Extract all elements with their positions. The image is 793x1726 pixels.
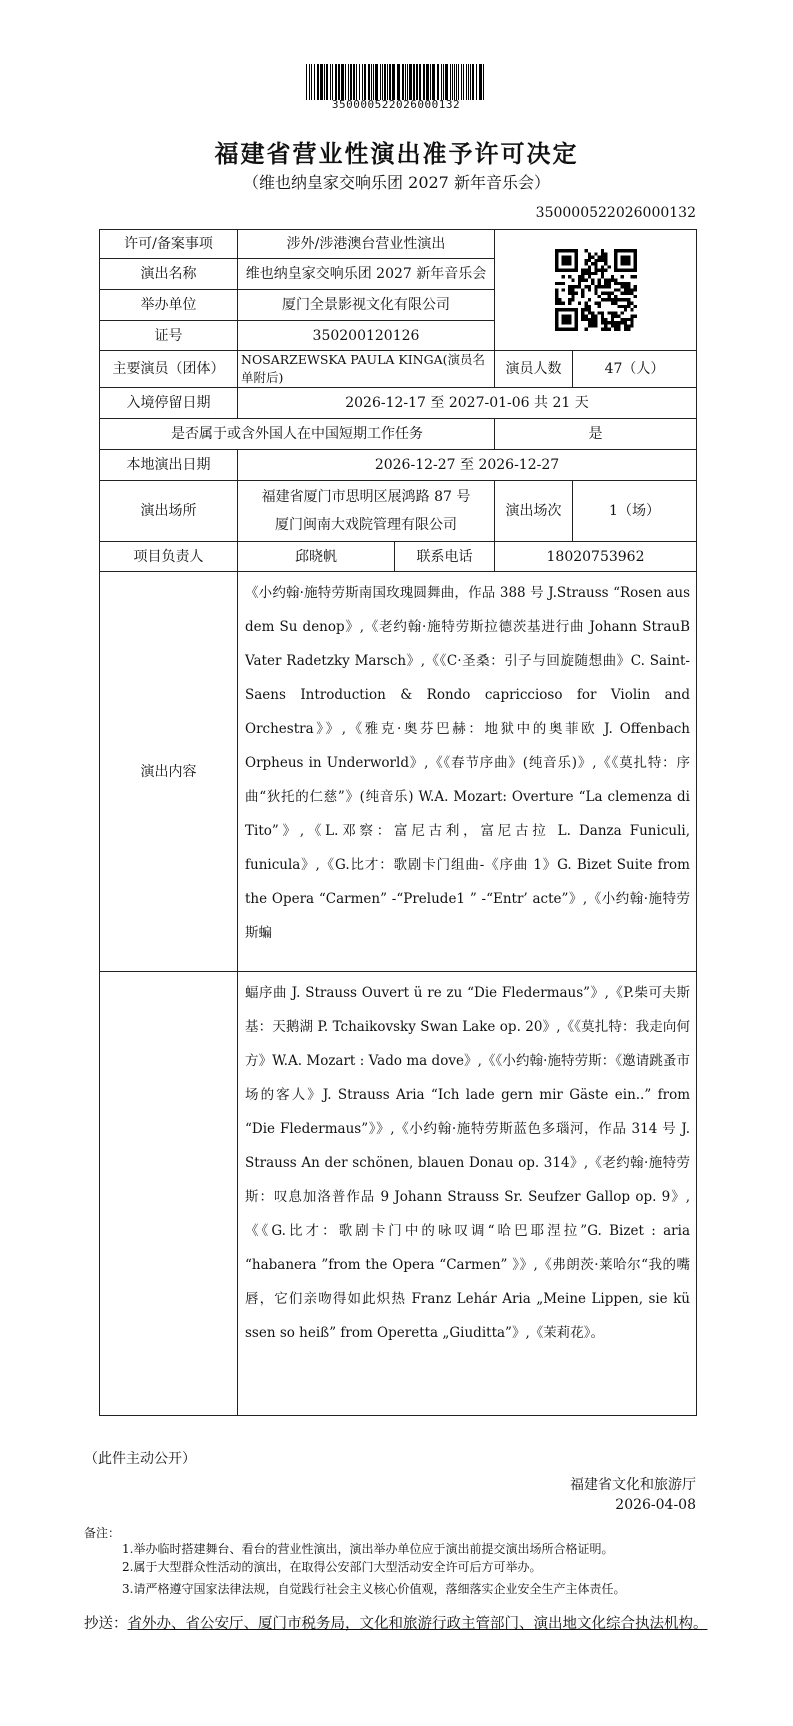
performer-count-value: 47（人） bbox=[573, 351, 697, 388]
performers-label: 主要演员（团体） bbox=[100, 351, 238, 388]
document-title: 福建省营业性演出准予许可决定 bbox=[214, 139, 579, 168]
venue-label: 演出场所 bbox=[100, 481, 238, 542]
phone-value: 18020753962 bbox=[495, 542, 697, 572]
cc-label: 抄送： bbox=[84, 1616, 128, 1632]
license-label: 证号 bbox=[100, 321, 238, 351]
venue-address: 福建省厦门市思明区展鸿路 87 号 bbox=[261, 489, 471, 505]
qr-cell bbox=[495, 230, 697, 351]
content-text-1: 《小约翰·施特劳斯南国玫瑰圆舞曲，作品 388 号 J.Strauss “Rosen aus dem Su denop》,《老约翰·施特劳斯拉德茨基进行曲 Johann StrauB Vater Radetzky Marsch》,《《C·圣桑：引子与回旋随想曲》C. Saint-Saens Introduction & Rondo capriccioso for Violin and Orchestra》》,《雅克·奥芬巴赫：地狱中的奥菲欧 J. Offenbach Orpheus in Underworld》,《《春节序曲》(纯音乐)》,《《莫扎特：序曲“狄托的仁慈”》(纯音乐) W.A. Mozart: Overture “La clemenza di Tito”》,《L.邓察：富尼古利，富尼古拉 L. Danza Funiculi, funicula》,《G.比才：歌剧卡门组曲-《序曲 1》G. Bizet Suite from the Opera “Carmen” -“Prelude1 ” -“Entr’ acte”》,《小约翰·施特劳斯蝙 bbox=[238, 572, 697, 972]
note-3: 3.请严格遵守国家法律法规，自觉践行社会主义核心价值观，落细落实企业安全生产主体责任。 bbox=[122, 1582, 626, 1596]
show-name-value: 维也纳皇家交响乐团 2027 新年音乐会 bbox=[238, 259, 495, 290]
content-text-2: 蝠序曲 J. Strauss Ouvert ü re zu “Die Fledermaus”》,《P.柴可夫斯基：天鹅湖 P. Tchaikovsky Swan Lake op. 20》,《《莫扎特：我走向何方》W.A. Mozart : Vado ma dove》,《《小约翰·施特劳斯：《邀请跳蚤市场的客人》J. Strauss Aria “Ich lade gern mir Gäste ein..” from “Die Fledermaus”》》,《小约翰·施特劳斯蓝色多瑙河，作品 314 号 J. Strauss An der schönen, blauen Donau op. 314》,《老约翰·施特劳斯：叹息加洛普作品 9 Johann Strauss Sr. Seufzer Gallop op. 9》,《《G.比才：歌剧卡门中的咏叹调“哈巴耶涅拉”G. Bizet : aria “habanera ”from the Opera “Carmen” 》》,《弗朗茨·莱哈尔“我的嘴唇，它们亲吻得如此炽热 Franz Lehár Aria „Meine Lippen, sie kü ssen so heiß” from Operetta „Giuditta”》,《茉莉花》。 bbox=[238, 972, 697, 1416]
show-name-label: 演出名称 bbox=[100, 259, 238, 290]
issue-date: 2026-04-08 bbox=[615, 1497, 696, 1513]
performer-count-label: 演员人数 bbox=[495, 351, 573, 388]
organizer-value: 厦门全景影视文化有限公司 bbox=[238, 290, 495, 321]
content-label-empty bbox=[100, 972, 238, 1416]
local-dates-label: 本地演出日期 bbox=[100, 450, 238, 481]
license-value: 350200120126 bbox=[238, 321, 495, 351]
short-work-label: 是否属于或含外国人在中国短期工作任务 bbox=[100, 419, 495, 450]
issuer: 福建省文化和旅游厅 bbox=[570, 1477, 696, 1493]
permit-table bbox=[99, 229, 697, 1416]
permit-item-value: 涉外/涉港澳台营业性演出 bbox=[238, 230, 495, 259]
barcode-number: 350000522026000132 bbox=[331, 98, 461, 111]
stay-dates-label: 入境停留日期 bbox=[100, 388, 238, 419]
venue-name: 厦门闽南大戏院管理有限公司 bbox=[275, 517, 457, 533]
barcode-image bbox=[304, 64, 488, 100]
permit-item-label: 许可/备案事项 bbox=[100, 230, 238, 259]
content-label: 演出内容 bbox=[100, 572, 238, 972]
qr-code-image bbox=[555, 249, 637, 331]
manager-value: 邱晓帆 bbox=[238, 542, 395, 572]
note-2: 2.属于大型群众性活动的演出，在取得公安部门大型活动安全许可后方可举办。 bbox=[122, 1560, 542, 1574]
short-work-value: 是 bbox=[495, 419, 697, 450]
sessions-value: 1（场） bbox=[573, 481, 697, 542]
manager-label: 项目负责人 bbox=[100, 542, 238, 572]
stay-dates-value: 2026-12-17 至 2027-01-06 共 21 天 bbox=[238, 388, 697, 419]
cc-text: 省外办、省公安厅、厦门市税务局，文化和旅游行政主管部门、演出地文化综合执法机构。 bbox=[127, 1616, 708, 1632]
organizer-label: 举办单位 bbox=[100, 290, 238, 321]
performers-value: NOSARZEWSKA PAULA KINGA(演员名单附后) bbox=[238, 351, 495, 388]
phone-label: 联系电话 bbox=[395, 542, 495, 572]
venue-value bbox=[238, 481, 495, 542]
sessions-label: 演出场次 bbox=[495, 481, 573, 542]
local-dates-value: 2026-12-27 至 2026-12-27 bbox=[238, 450, 697, 481]
document-number: 350000522026000132 bbox=[535, 205, 696, 221]
notes-label: 备注： bbox=[84, 1526, 121, 1540]
note-1: 1.举办临时搭建舞台、看台的营业性演出，演出举办单位应于演出前提交演出场所合格证明。 bbox=[122, 1542, 614, 1556]
public-note: （此件主动公开） bbox=[84, 1451, 196, 1467]
cc-line bbox=[84, 1612, 714, 1637]
document-subtitle: （维也纳皇家交响乐团 2027 新年音乐会） bbox=[243, 173, 550, 192]
